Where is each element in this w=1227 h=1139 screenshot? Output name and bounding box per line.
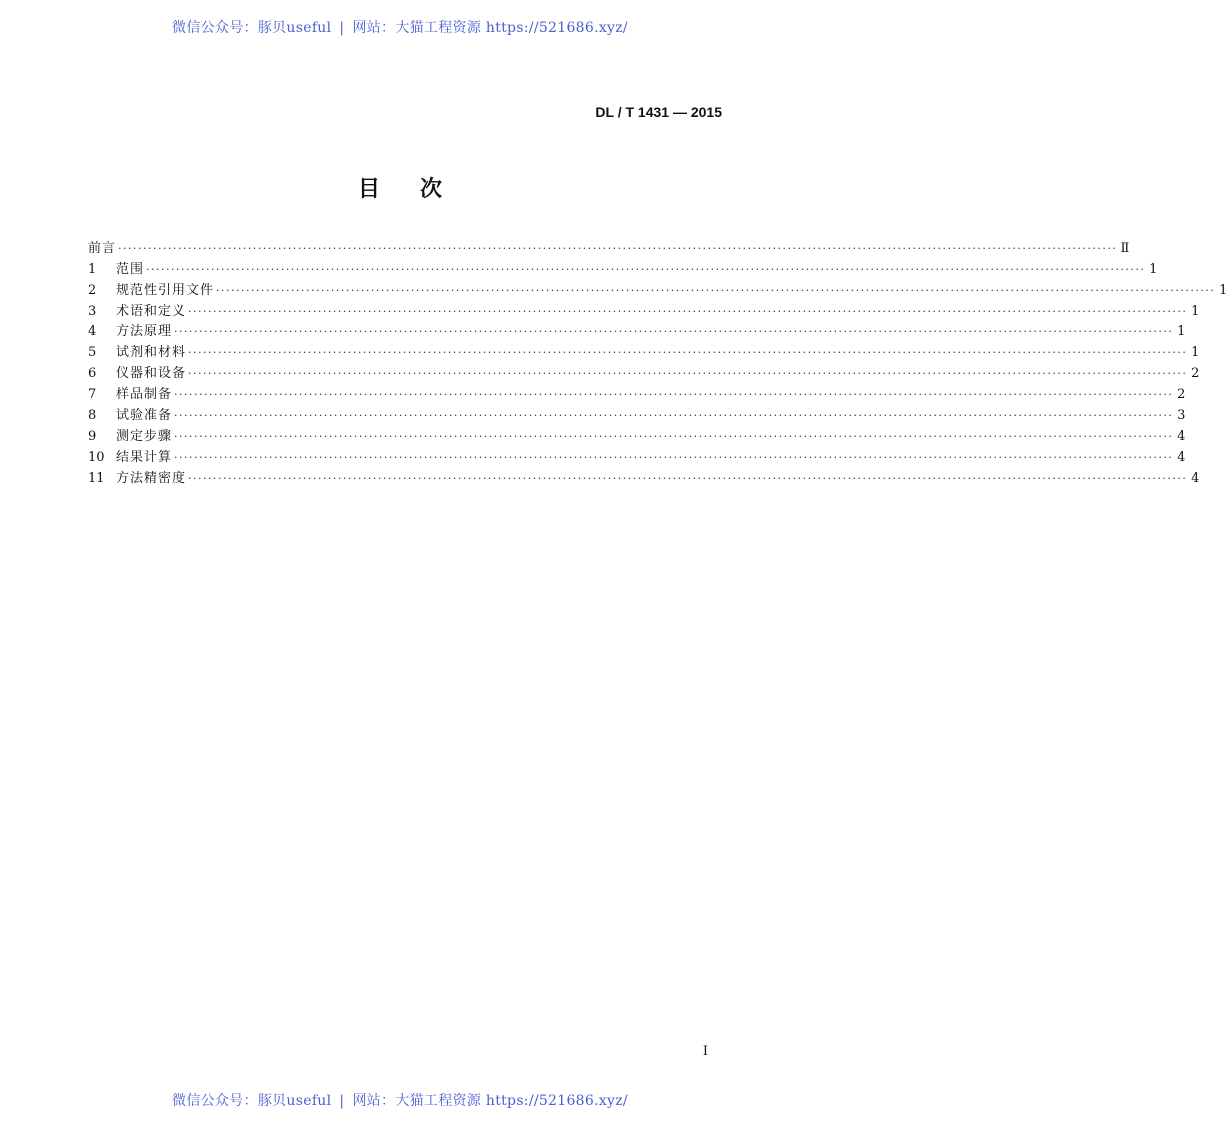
toc-entry-number: 8 [88,408,97,424]
toc-title: 目次 [357,177,482,202]
toc-entry [88,299,1200,320]
toc-entry-number: 9 [88,428,97,444]
watermark-separator: | [339,1093,345,1109]
toc-entry-label: 前言 [88,240,117,256]
toc-entry [88,257,1158,278]
toc-leader-dots: ········································································································································································································ [188,367,1188,381]
watermark-site: 网站：大猫工程资源 https://521686.xyz/ [352,1093,628,1109]
watermark-banner-top [0,17,800,37]
toc-entry-label: 术语和定义 [116,303,187,319]
toc-entry-label: 方法精密度 [116,470,187,486]
toc-entry-number: 6 [88,366,97,382]
toc-leader-dots: ········································································································································································································ [118,241,1118,255]
watermark-banner-bottom [0,1090,800,1110]
toc-leader-dots: ········································································································································································································ [146,262,1146,276]
toc-entry-page: 4 [1177,449,1186,465]
toc-entry-page: 2 [1191,366,1200,382]
toc-entry-page: 1 [1219,282,1227,298]
toc-entry-page: 4 [1191,470,1200,486]
page-number: I [702,1044,708,1059]
watermark-separator: | [339,20,345,36]
toc-leader-dots: ········································································································································································································ [174,450,1174,464]
toc-entry-label: 样品制备 [116,387,173,403]
toc-entry-number: 5 [88,345,97,361]
toc-entry-label: 规范性引用文件 [116,282,215,298]
watermark-site: 网站：大猫工程资源 https://521686.xyz/ [352,20,628,36]
toc-entry-label: 试剂和材料 [116,345,187,361]
toc-entry-page: 1 [1191,345,1200,361]
toc-leader-dots: ········································································································································································································ [174,325,1174,339]
toc-entry-page: 1 [1191,303,1200,319]
toc-entry-page: 4 [1177,428,1186,444]
toc-leader-dots: ········································································································································································································ [188,346,1188,360]
toc-entry [88,445,1186,466]
toc-entry-page: Ⅱ [1120,240,1130,256]
toc-entry [88,424,1186,445]
toc-entry-number: 3 [88,303,97,319]
toc-entry [88,278,1227,299]
toc-entry [88,361,1200,382]
document-code: DL / T 1431 — 2015 [595,104,722,120]
toc-entry [88,236,1130,257]
toc-entry [88,466,1200,487]
toc-entry-number: 11 [88,470,105,486]
toc-entry-number: 10 [88,449,105,465]
toc-leader-dots: ········································································································································································································ [174,429,1174,443]
toc-entry-number: 7 [88,387,97,403]
toc-entry [88,340,1200,361]
toc-entry [88,382,1186,403]
toc-leader-dots: ········································································································································································································ [174,409,1174,423]
toc-entry-number: 4 [88,324,97,340]
toc-entry-label: 结果计算 [116,449,173,465]
toc-entry [88,320,1186,341]
watermark-wechat: 微信公众号：豚贝useful [172,1093,332,1109]
toc-entry-label: 测定步骤 [116,428,173,444]
toc-entry-label: 范围 [116,261,145,277]
toc-entry-label: 仪器和设备 [116,366,187,382]
toc-leader-dots: ········································································································································································································ [188,471,1188,485]
watermark-wechat: 微信公众号：豚贝useful [172,20,332,36]
toc-entry-number: 2 [88,282,97,298]
toc-entry-label: 试验准备 [116,408,173,424]
toc-entry-page: 2 [1177,387,1186,403]
toc-entry-page: 1 [1177,324,1186,340]
toc-entry-page: 3 [1177,408,1186,424]
toc-leader-dots: ········································································································································································································ [216,283,1216,297]
table-of-contents [88,236,1227,487]
toc-entry-number: 1 [88,261,97,277]
toc-leader-dots: ········································································································································································································ [188,304,1188,318]
toc-entry [88,403,1186,424]
toc-leader-dots: ········································································································································································································ [174,388,1174,402]
toc-entry-label: 方法原理 [116,324,173,340]
toc-entry-page: 1 [1149,261,1158,277]
